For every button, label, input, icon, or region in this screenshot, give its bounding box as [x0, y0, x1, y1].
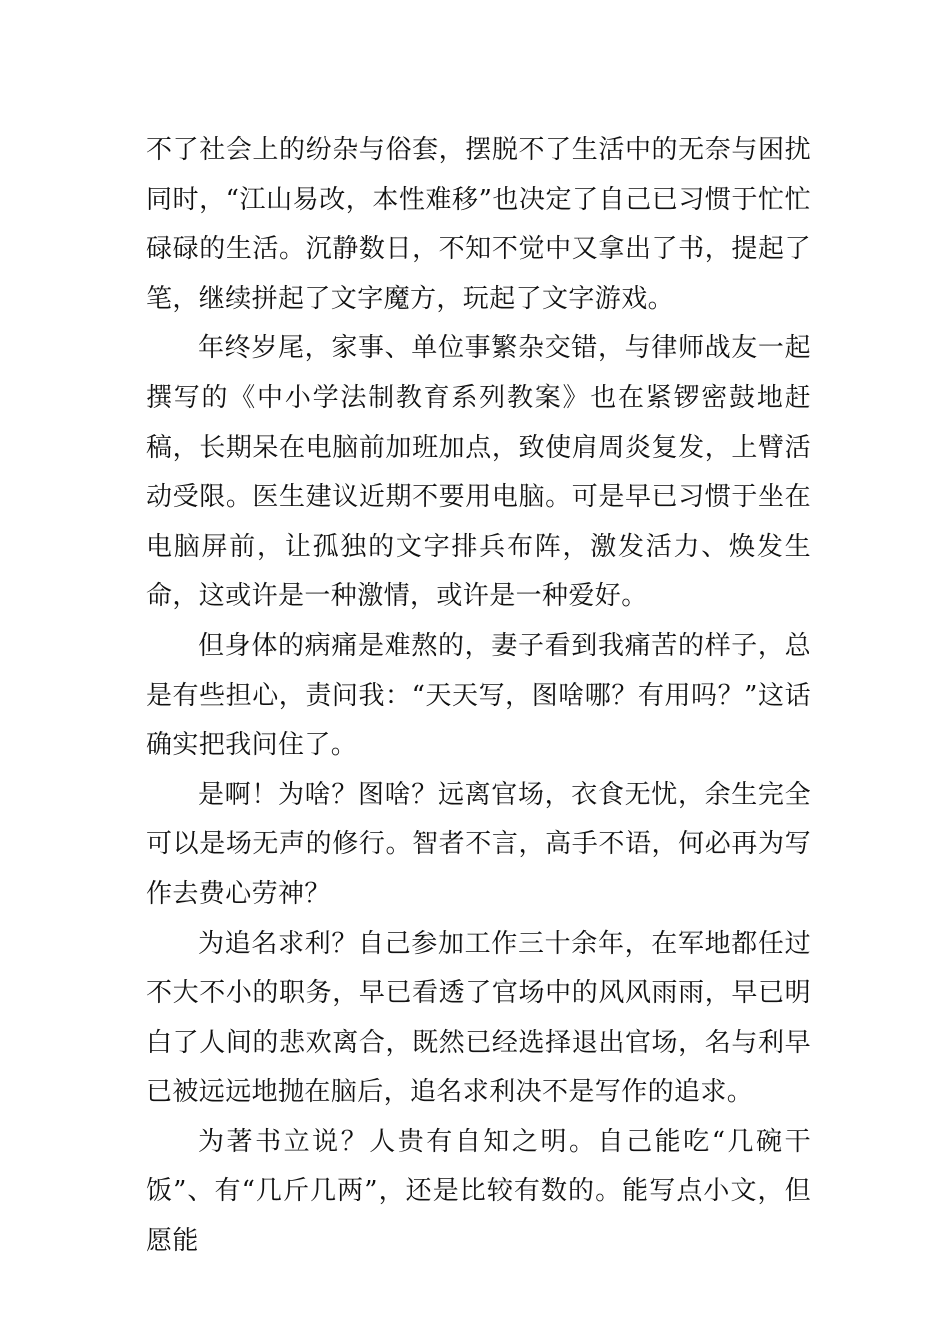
paragraph-3: 但身体的病痛是难熬的，妻子看到我痛苦的样子，总是有些担心，责问我：“天天写，图啥哪？有用吗？”这话确实把我问住了。	[146, 630, 811, 761]
paragraph-6: 为著书立说？人贵有自知之明。自己能吃“几碗干饭”、有“几斤几两”，还是比较有数的。能写点小文，但愿能	[146, 1126, 811, 1257]
paragraph-4: 是啊！为啥？图啥？远离官场，衣食无忧，余生完全可以是场无声的修行。智者不言，高手不语，何必再为写作去费心劳神？	[146, 779, 811, 909]
paragraph-5: 为追名求利？自己参加工作三十余年，在军地都任过不大不小的职务，早已看透了官场中的风风雨雨，早已明白了人间的悲欢离合，既然已经选择退出官场，名与利早已被远远地抛在脑后，追名求利决不是写作的追求。	[146, 928, 811, 1108]
body-text	[146, 126, 811, 1267]
paragraph-2: 年终岁尾，家事、单位事繁杂交错，与律师战友一起撰写的《中小学法制教育系列教案》也在紧锣密鼓地赶稿，长期呆在电脑前加班加点，致使肩周炎复发，上臂活动受限。医生建议近期不要用电脑。可是早已习惯于坐在电脑屏前，让孤独的文字排兵布阵，激发活力、焕发生命，这或许是一种激情，或许是一种爱好。	[146, 333, 811, 612]
paragraph-1: 不了社会上的纷杂与俗套，摆脱不了生活中的无奈与困扰同时，“江山易改，本性难移”也决定了自己已习惯于忙忙碌碌的生活。沉静数日，不知不觉中又拿出了书，提起了笔，继续拼起了文字魔方，玩起了文字游戏。	[146, 135, 811, 314]
